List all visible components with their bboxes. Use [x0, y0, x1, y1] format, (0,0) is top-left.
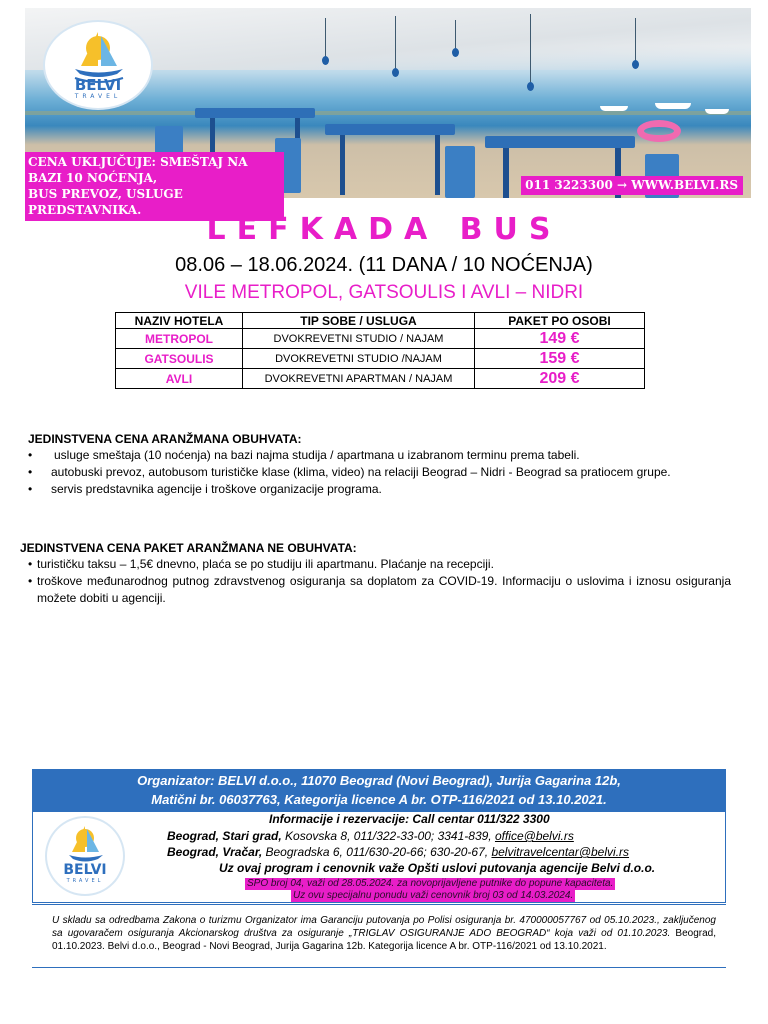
includes-list	[28, 447, 748, 498]
hero-contact-link[interactable]: 011 3223300 → WWW.BELVI.RS	[521, 176, 743, 195]
vracar-text: Beogradska 6, 011/630-20-66; 630-20-67,	[262, 845, 492, 859]
belvi-logo	[47, 818, 123, 894]
hero-banner	[25, 8, 751, 217]
list-item	[28, 464, 748, 481]
logo-sub: TRAVEL	[66, 878, 104, 884]
distant-shore	[25, 111, 751, 115]
hotels-subtitle: VILE METROPOL, GATSOULIS I AVLI – NIDRI	[184, 282, 584, 303]
hotel-name: AVLI	[116, 369, 243, 389]
page-title: LEFKADA BUS	[206, 212, 562, 247]
list-item-text: servis predstavnika agencije i troškove organizacije programa.	[51, 482, 382, 496]
organizer-line-1: Organizator: BELVI d.o.o., 11070 Beograd (Novi Beograd), Jurija Gagarina 12b,	[137, 773, 621, 788]
room-type: DVOKREVETNI APARTMAN / NAJAM	[243, 369, 475, 389]
column-header: TIP SOBE / USLUGA	[243, 313, 475, 329]
includes-title: JEDINSTVENA CENA ARANŽMANA OBUHVATA:	[28, 432, 302, 446]
price-table	[115, 312, 645, 389]
caption-line-1: CENA UKLJUČUJE: SMEŠTAJ NA BAZI 10 NOĆENJA,	[28, 155, 248, 185]
belvi-logo	[45, 22, 151, 108]
info-line: Informacije i rezervacije: Call centar 011/322 3300	[269, 812, 550, 826]
bullet-icon: •	[28, 465, 33, 479]
logo-brand: BELVI	[63, 862, 107, 878]
list-item-text: troškove međunarodnog putnog zdravstvenog osiguranja sa doplatom za COVID-19. Informaciju o uslovima i iznosu osiguranja možete dobiti u agenciji.	[37, 574, 731, 605]
spo-line-1: SPO broj 04, važi od 28.05.2024. za novoprijavljene putnike do popune kapaciteta.	[247, 878, 614, 889]
list-item-text: turističku taksu – 1,5€ dnevno, plaća se po studiju ili apartmanu. Plaćanje na recepciji.	[37, 557, 494, 571]
hotel-name: GATSOULIS	[116, 349, 243, 369]
bullet-icon: •	[28, 448, 33, 462]
caption-line-2: BUS PREVOZ, USLUGE PREDSTAVNIKA.	[28, 187, 183, 217]
excludes-list	[28, 556, 731, 607]
stari-grad-label: Beograd, Stari grad,	[167, 829, 282, 843]
package-price: 159 €	[475, 349, 645, 369]
column-header: NAZIV HOTELA	[116, 313, 243, 329]
spo-line-2: Uz ovu specijalnu ponudu važi cenovnik broj 03 od 14.03.2024.	[293, 890, 574, 901]
table-row	[116, 349, 645, 369]
excludes-title: JEDINSTVENA CENA PAKET ARANŽMANA NE OBUHVATA:	[20, 541, 357, 555]
bullet-icon: •	[28, 482, 33, 496]
room-type: DVOKREVETNI STUDIO / NAJAM	[243, 329, 475, 349]
conditions-line: Uz ovaj program i cenovnik važe Opšti uslovi putovanja agencije Belvi d.o.o.	[219, 861, 656, 875]
vracar-line	[167, 845, 629, 859]
table-row	[116, 329, 645, 349]
logo-sub: TRAVEL	[74, 93, 122, 100]
bullet-icon: •	[28, 574, 33, 588]
package-price: 209 €	[475, 369, 645, 389]
organizer-line-2: Matični br. 06037763, Kategorija licence A br. OTP-116/2021 od 13.10.2021.	[151, 792, 607, 807]
organizer-bar	[32, 769, 726, 812]
package-price: 149 €	[475, 329, 645, 349]
office-email-link[interactable]: office@belvi.rs	[494, 829, 574, 843]
trip-dates: 08.06 – 18.06.2024. (11 DANA / 10 NOĆENJA)	[175, 254, 593, 276]
list-item	[28, 573, 731, 607]
list-item	[28, 447, 748, 464]
column-header: PAKET PO OSOBI	[475, 313, 645, 329]
pink-float	[637, 120, 681, 142]
legal-notice	[52, 914, 716, 953]
list-item	[28, 481, 748, 498]
stari-grad-text: Kosovska 8, 011/322-33-00; 3341-839,	[281, 829, 495, 843]
legal-italic: U skladu sa odredbama Zakona o turizmu Organizator ima Garanciju putovanja po Polisi osiguranja br. 470000057767 od 05.10.2023., zaključenog sa ugovaračem osiguranja Akcionarskog društva za osiguranje „TRIGLAV OSIGURANJE ADO BEOGRAD“ koja važi od 01.10.2023.	[52, 915, 716, 939]
table-row	[116, 369, 645, 389]
list-item	[28, 556, 731, 573]
table-header-row	[116, 313, 645, 329]
contact-box	[32, 810, 726, 903]
hero-caption	[25, 152, 284, 221]
vracar-label: Beograd, Vračar,	[167, 845, 263, 859]
list-item-text: autobuski prevoz, autobusom turističke klase (klima, video) na relaciji Beograd – Nidri - Beograd sa pratiocem grupe.	[51, 465, 671, 479]
hotel-name: METROPOL	[116, 329, 243, 349]
stari-grad-line	[167, 829, 574, 843]
room-type: DVOKREVETNI STUDIO /NAJAM	[243, 349, 475, 369]
list-item-text: usluge smeštaja (10 noćenja) na bazi najma studija / apartmana u izabranom terminu prema tabeli.	[54, 448, 580, 462]
bullet-icon: •	[28, 557, 33, 571]
logo-brand: BELVI	[74, 76, 122, 94]
travelcentar-email-link[interactable]: belvitravelcentar@belvi.rs	[491, 845, 630, 859]
legal-plain: Beograd, 01.10.2023. Belvi d.o.o., Beograd - Novi Beograd, Jurija Gagarina 12b. Kategorija licence A br. OTP-116/2021 od 13.10.2021.	[52, 928, 717, 952]
